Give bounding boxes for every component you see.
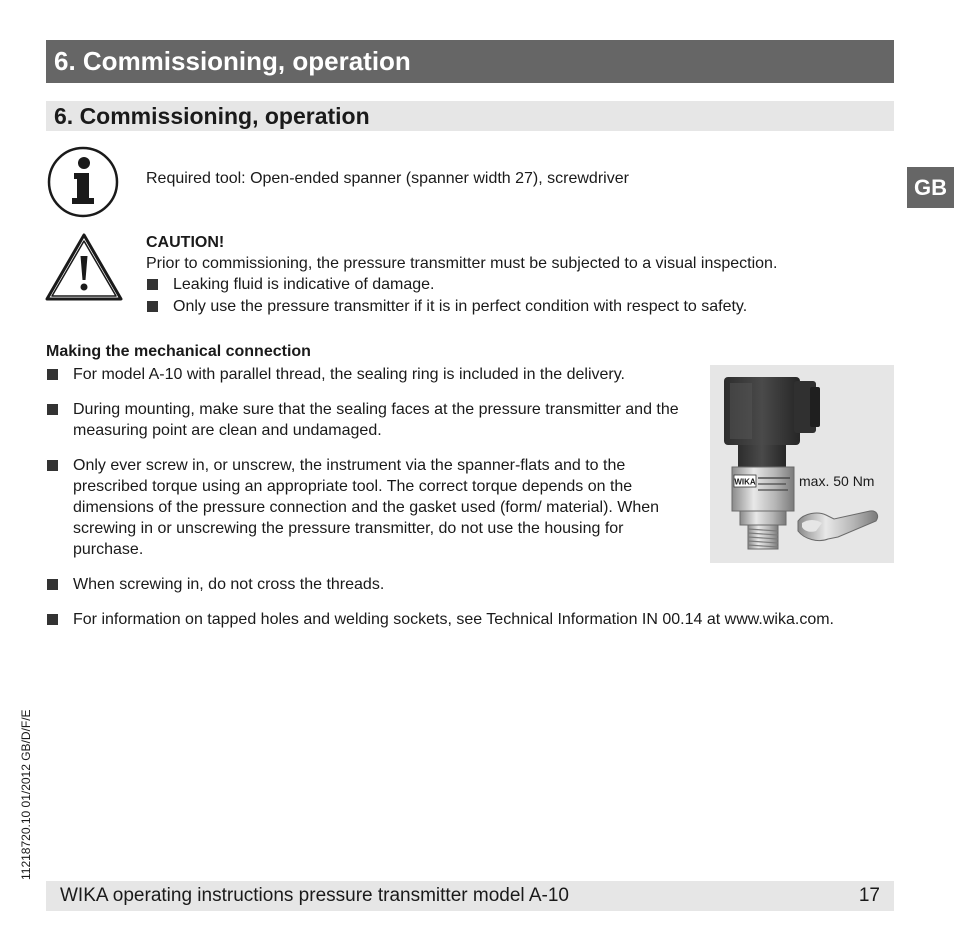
language-tab[interactable]: GB: [907, 167, 954, 208]
torque-label: max. 50 Nm: [799, 473, 875, 489]
required-tool-text: Required tool: Open-ended spanner (spanner width 27), screwdriver: [146, 170, 629, 187]
list-item: Only use the pressure transmitter if it is in perfect condition with respect to safety.: [146, 296, 886, 317]
transmitter-figure: [710, 365, 894, 563]
pressure-transmitter-illustration: [710, 365, 894, 563]
bullet-square-icon: [147, 301, 158, 312]
bullet-square-icon: [47, 369, 58, 380]
caution-intro: Prior to commissioning, the pressure transmitter must be subjected to a visual inspection.: [146, 255, 778, 272]
brand-logo-text: WIKA: [734, 477, 756, 487]
warning-icon: [45, 232, 123, 302]
section-title: 6. Commissioning, operation: [46, 101, 894, 131]
document-id: 11218720.10 01/2012 GB/D/F/E: [19, 709, 33, 880]
list-item: Leaking fluid is indicative of damage.: [146, 274, 886, 295]
list-item: For information on tapped holes and welding sockets, see Technical Information IN 00.14 at www.wika.com.: [46, 609, 873, 630]
list-item: Only ever screw in, or unscrew, the instrument via the spanner-flats and to the prescribed torque using an appropriate tool. The correct torque depends on the dimensions of the pressure connection and the gasket used (form/ material). When screwing in or unscrewing the pressure transmitter, do not use the housing for purchase.: [46, 455, 683, 560]
footer-text: WIKA operating instructions pressure transmitter model A-10: [60, 885, 570, 906]
caution-title: CAUTION!: [146, 234, 225, 251]
bullet-square-icon: [47, 579, 58, 590]
page-footer: [46, 881, 894, 911]
mechanical-connection-heading: Making the mechanical connection: [46, 343, 311, 360]
list-item: For model A-10 with parallel thread, the sealing ring is included in the delivery.: [46, 364, 706, 385]
bullet-square-icon: [47, 614, 58, 625]
mechanical-connection-list: [46, 364, 834, 644]
list-item: During mounting, make sure that the sealing faces at the pressure transmitter and the measuring point are clean and undamaged.: [46, 399, 706, 441]
bullet-square-icon: [47, 404, 58, 415]
info-icon: [47, 146, 119, 218]
bullet-square-icon: [147, 279, 158, 290]
list-item: When screwing in, do not cross the threads.: [46, 574, 706, 595]
page-header-title: 6. Commissioning, operation: [46, 40, 894, 83]
caution-notice: [146, 232, 886, 317]
bullet-square-icon: [47, 460, 58, 471]
page-number: 17: [858, 885, 880, 906]
